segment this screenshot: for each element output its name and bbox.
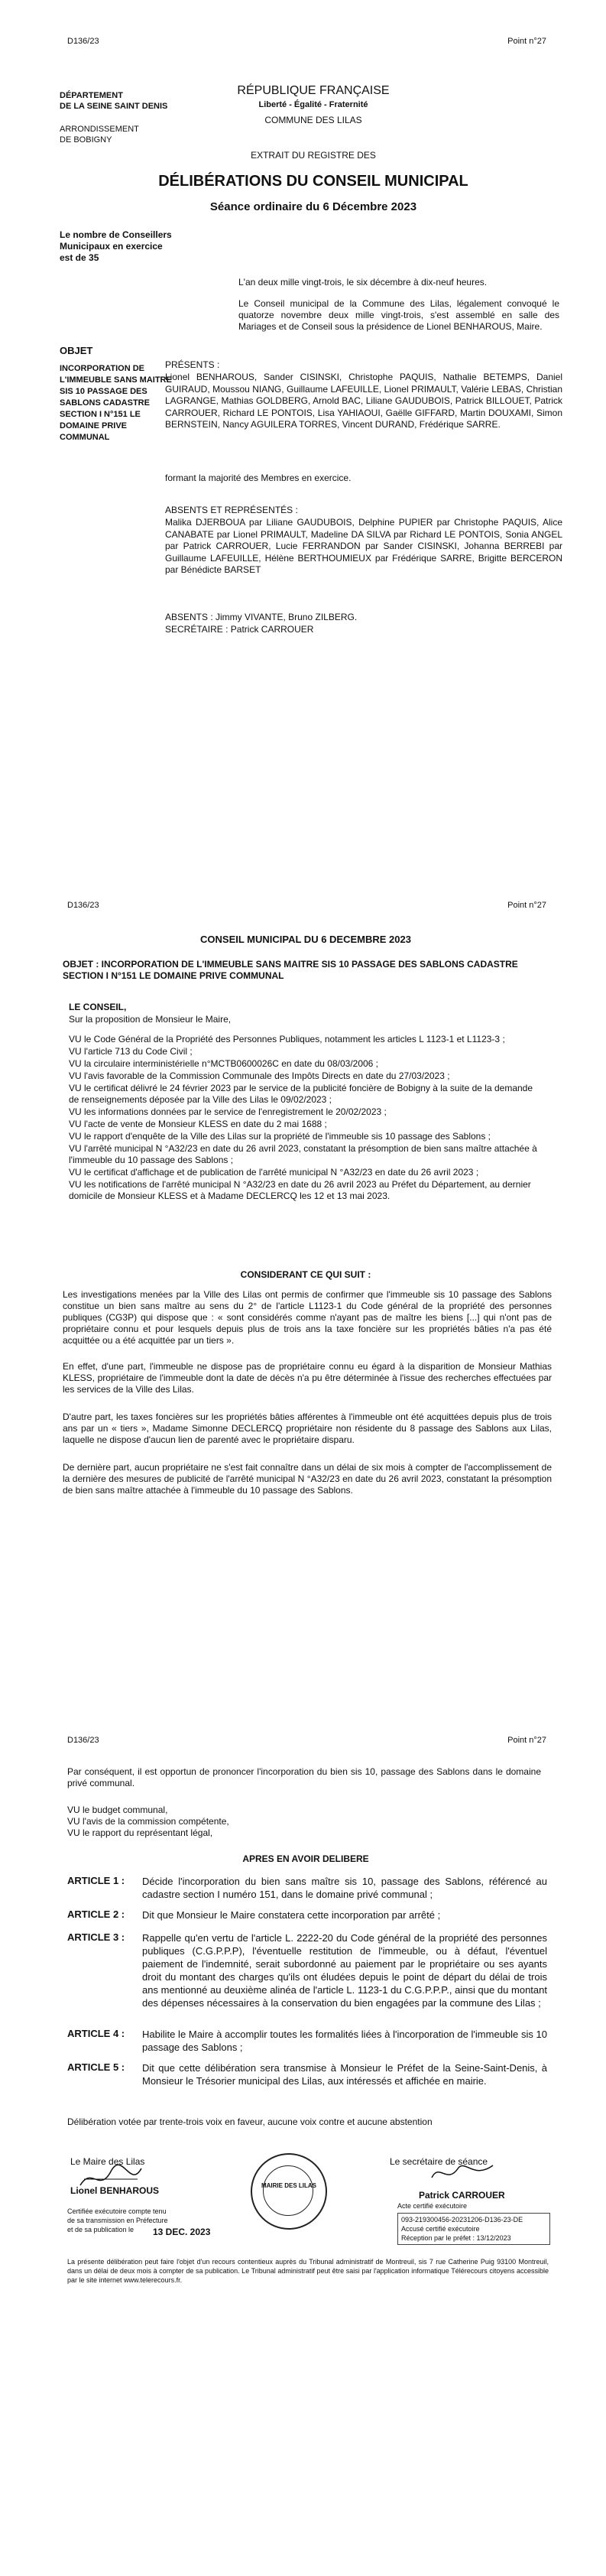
presents-label: PRÉSENTS : [165, 359, 220, 370]
secretaire-label: Le secrétaire de séance [390, 2156, 488, 2167]
arrondissement: ARRONDISSEMENT DE BOBIGNY [60, 125, 139, 145]
paragraph-4: De dernière part, aucun propriétaire ne s'est fait connaître dans un délai de six mois à compter de l'accomplissement de la dernière des mesures de publicité de l'arrêté municipal N °A32/23 en date du 26 avril 2023, constatant la présomption de bien sans maître attachée à l'immeuble du 10 passage des Sablons. [63, 1462, 552, 1496]
vu-item: VU les notifications de l'arrêté municipal N °A32/23 en date du 26 avril 2023 au Préfet du Département, au dernier domicile de Monsieur KLESS et à Madame DECLERCQ les 12 et 13 mai 2023. [69, 1179, 531, 1201]
presents-list: Lionel BENHAROUS, Sander CISINSKI, Christophe PAQUIS, Nathalie BETEMPS, Daniel GUIRAUD, Moussou NIANG, Guillaume LAFEUILLE, Lionel PRIMAULT, Valérie LEBAS, Christian LAGRANGE, Mathias GOLDBERG, Arnold BAC, Liliane GAUDUBOIS, Patrick BILLOUET, Patrick CARROUER, Richard LE PONTOIS, Lisa YAHIAOUI, Gaëlle GIFFARD, Martin DOUXAMI, Simon BERNSTEIN, Nancy AGUILERA TORRES, Vincent DURAND, Frédérique SARRE. [165, 372, 562, 430]
paragraph-consequence: Par conséquent, il est opportun de prononcer l'incorporation du bien sis 10, passage des Sablons dans le domaine privé communal. [67, 1766, 541, 1788]
ar-line: 093-219300456-20231206-D136-23-DE [401, 2216, 523, 2224]
page-ref: D136/23 [67, 37, 99, 46]
page-3 [0, 1728, 606, 2576]
secretaire-name: Patrick CARROUER [419, 2190, 505, 2201]
seal-text: MAIRIE DES LILAS [261, 2182, 316, 2189]
proposition: Sur la proposition de Monsieur le Maire, [69, 1014, 232, 1025]
vu-item: VU les informations données par le service de l'enregistrement le 20/02/2023 ; [69, 1106, 387, 1117]
article-label: ARTICLE 2 : [67, 1908, 125, 1920]
maire-label: Le Maire des Lilas [70, 2156, 145, 2167]
secretaire: SECRÉTAIRE : Patrick CARROUER [165, 624, 314, 635]
vu-item: VU l'arrêté municipal N °A32/23 en date du 26 avril 2023, constatant la présomption de bien sans maître attachée à l'immeuble du 10 passage des Sablons ; [69, 1143, 537, 1165]
vu-item: VU le rapport d'enquête de la Ville des Lilas sur la propriété de l'immeuble sis 10 passage des Sablons ; [69, 1131, 491, 1142]
secretaire-signature [428, 2156, 497, 2187]
considerant-heading: CONSIDERANT CE QUI SUIT : [240, 1269, 371, 1280]
article-label: ARTICLE 1 : [67, 1875, 125, 1886]
extrait: EXTRAIT DU REGISTRE DES [251, 150, 376, 161]
vus-list [67, 1804, 373, 1839]
paragraph-3: D'autre part, les taxes foncières sur les propriétés bâties afférentes à l'immeuble ont été acquittées depuis plus de trois ans par un « tiers », Madame Simonne DECLERCQ propriétaire non résidente du 8 passage des Sablons aux Lilas, laquelle ne dispose d'aucun lien de parenté avec le propriétaire disparu. [63, 1411, 552, 1445]
vu-item: VU le rapport du représentant légal, [67, 1827, 213, 1838]
paragraph-2: En effet, d'une part, l'immeuble ne dispose pas de propriétaire connu eu égard à la disparition de Monsieur Mathias KLESS, propriétaire de l'immeuble dont la date de décès n'a pu être déterminée à l'issue des recherches effectuées par les services de la Ville des Lilas. [63, 1361, 552, 1395]
article-label: ARTICLE 5 : [67, 2061, 125, 2073]
page-1 [0, 0, 606, 872]
vu-item: VU le Code Général de la Propriété des Personnes Publiques, notamment les articles L 1123-1 et L1123-3 ; [69, 1034, 505, 1044]
page-ref: D136/23 [67, 1736, 99, 1745]
page-2 [0, 872, 606, 1728]
vu-item: VU l'avis favorable de la Commission Communale des Impôts Directs en date du 27/03/2023 ; [69, 1070, 450, 1081]
maire-name: Lionel BENHAROUS [70, 2185, 160, 2196]
paragraph-1: Les investigations menées par la Ville des Lilas ont permis de confirmer que l'immeuble sis 10 passage des Sablons constitue un bien sans maître au sens du 2° de l'article L1123-1 du Code général de la propriété des personnes publiques (CG3P) qui dispose que : « sont considérés comme n'ayant pas de maître les biens [...] qui n'ont pas de propriétaire connu et pour lesquels depuis plus de trois ans la taxe foncière sur les propriétés bâties n'a pas été acquittée ou a été acquittée par un tiers ». [63, 1289, 552, 1346]
footer-note: La présente délibération peut faire l'objet d'un recours contentieux auprès du Tribunal administratif de Montreuil, sis 7 rue Catherine Puig 93100 Montreuil, dans un délai de deux mois à compter de sa publication. Le Tribunal administratif peut être saisi par l'application informatique Télérecours citoyens accessible par le site internet www.telerecours.fr. [67, 2258, 549, 2284]
absents-representes-list: Malika DJERBOUA par Liliane GAUDUBOIS, Delphine PUPIER par Christophe PAQUIS, Alice CANABATE par Lionel PRIMAULT, Madeline DA SILVA par Richard LE PONTOIS, Sonia ANGEL par Patrick CARROUER, Lucie FERRANDON par Sander CISINSKI, Johanna BERREBI par Guillaume LAFEUILLE, Hélène BERTHOUMIEUX par Frédérique SARRE, Brigitte BERCERON par Bénédicte BARSET [165, 517, 562, 575]
article-label: ARTICLE 4 : [67, 2028, 125, 2039]
point-number: Point n°27 [507, 37, 546, 46]
document-title: DÉLIBÉRATIONS DU CONSEIL MUNICIPAL [158, 173, 468, 190]
commune: COMMUNE DES LILAS [264, 115, 362, 125]
vu-item: VU le certificat d'affichage et de publication de l'arrêté municipal N °A32/23 en date du 26 avril 2023 ; [69, 1167, 479, 1178]
apres-deliberation: APRES EN AVOIR DELIBERE [242, 1853, 369, 1864]
date-line: L'an deux mille vingt-trois, le six décembre à dix-neuf heures. [238, 277, 488, 287]
article-text: Dit que cette délibération sera transmise à Monsieur le Préfet de la Seine-Saint-Denis, à Monsieur le Trésorier municipal des Lilas, aux intéressés et affichée en mairie. [142, 2062, 547, 2087]
absents: ABSENTS : Jimmy VIVANTE, Bruno ZILBERG. [165, 612, 358, 622]
vu-item: VU l'acte de vente de Monsieur KLESS en date du 2 mai 1688 ; [69, 1119, 327, 1129]
article-text: Rappelle qu'en vertu de l'article L. 2222-20 du Code général de la propriété des personnes publiques (C.G.P.P.P), l'éventuelle restitution de l'immeuble, ou à défaut, l'éventuel paiement de l'indemnité, serait subordonné au paiement par le propriétaire ou ses ayants droit du montant des charges qu'ils ont éludées depuis le point de départ du délai de trois ans mentionné au deuxième alinéa de l'article L. 1123-1 du C.G.P.P.P., ainsi que du montant des dépenses nécessaires à la conservation du bien engagées par la commune des Lilas ; [142, 1932, 547, 2009]
page-ref: D136/23 [67, 901, 99, 910]
seal-inner [263, 2165, 313, 2216]
department: DÉPARTEMENT DE LA SEINE SAINT DENIS [60, 91, 168, 111]
objet-label: OBJET [60, 345, 93, 356]
point-number: Point n°27 [507, 1736, 546, 1745]
article-text: Dit que Monsieur le Maire constatera cette incorporation par arrêté ; [142, 1909, 441, 1921]
certification-date: 13 DEC. 2023 [153, 2227, 211, 2237]
article-text: Habilite le Maire à accomplir toutes les formalités liées à l'incorporation de l'immeuble sis 10 passage des Sablons ; [142, 2029, 547, 2053]
vu-item: VU la circulaire interministérielle n°MCTB0600026C en date du 08/03/2006 ; [69, 1058, 379, 1069]
seance: Séance ordinaire du 6 Décembre 2023 [209, 200, 417, 213]
ar-box [397, 2213, 550, 2245]
devise: Liberté - Égalité - Fraternité [258, 100, 368, 109]
objet-text: INCORPORATION DE L'IMMEUBLE SANS MAITRE SIS 10 PASSAGE DES SABLONS CADASTRE SECTION I N°151 LE DOMAINE PRIVE COMMUNAL [60, 364, 172, 442]
mairie-seal [251, 2153, 327, 2230]
conseil-heading: CONSEIL MUNICIPAL DU 6 DECEMBRE 2023 [200, 934, 411, 945]
certification-text: Certifiée exécutoire compte tenu de sa transmission en Préfecture et de sa publication le [67, 2207, 168, 2233]
majorite: formant la majorité des Membres en exercice. [165, 473, 352, 483]
vote-result: Délibération votée par trente-trois voix en faveur, aucune voix contre et aucune abstention [67, 2116, 433, 2127]
absents-representes-label: ABSENTS ET REPRÉSENTÉS : [165, 505, 298, 515]
vus-list [69, 1034, 543, 1203]
vu-item: VU l'article 713 du Code Civil ; [69, 1046, 193, 1057]
vu-item: VU l'avis de la commission compétente, [67, 1816, 229, 1827]
objet: OBJET : INCORPORATION DE L'IMMEUBLE SANS MAITRE SIS 10 PASSAGE DES SABLONS CADASTRE SECTION I N°151 LE DOMAINE PRIVE COMMUNAL [63, 959, 518, 981]
vu-item: VU le budget communal, [67, 1804, 168, 1815]
vu-item: VU le certificat délivré le 24 février 2023 par le service de la publicité foncière de Bobigny à la suite de la demande de renseignements déposée par la Ville des Lilas le 09/02/2023 ; [69, 1083, 533, 1105]
point-number: Point n°27 [507, 901, 546, 910]
article-text: Décide l'incorporation du bien sans maître sis 10, passage des Sablons, référencé au cadastre section I numéro 151, dans le domaine privé communal ; [142, 1876, 547, 1900]
acte-certifie: Acte certifié exécutoire [397, 2202, 468, 2210]
le-conseil: LE CONSEIL, [69, 1002, 127, 1012]
convocation: Le Conseil municipal de la Commune des Lilas, légalement convoqué le quatorze novembre deux mille vingt-trois, s'est assemblé en salle des Mariages et de Conseil sous la présidence de Lionel BENHAROUS, Maire. [238, 298, 559, 332]
ar-line: Réception par le préfet : 13/12/2023 [401, 2234, 511, 2242]
article-label: ARTICLE 3 : [67, 1931, 125, 1943]
republique: RÉPUBLIQUE FRANÇAISE [237, 84, 390, 97]
nombre-conseillers: Le nombre de Conseillers Municipaux en exercice est de 35 [60, 229, 172, 263]
ar-line: Accusé certifié exécutoire [401, 2225, 480, 2233]
